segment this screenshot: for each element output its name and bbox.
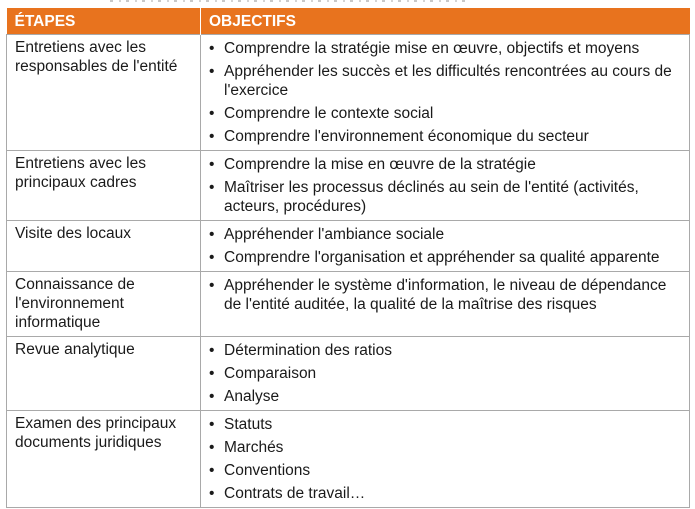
- objectives-cell: [201, 221, 690, 272]
- audit-steps-table: [6, 8, 690, 508]
- table-body: [7, 35, 690, 508]
- bullet-icon: •: [209, 485, 215, 502]
- objective-text: Appréhender les succès et les difficultés rencontrées au cours de l'exercice: [224, 63, 672, 99]
- bullet-icon: •: [209, 156, 215, 173]
- objective-text: Appréhender l'ambiance sociale: [224, 226, 445, 243]
- bullet-icon: •: [209, 63, 215, 80]
- objective-text: Détermination des ratios: [224, 342, 392, 359]
- bullet-icon: •: [209, 388, 215, 405]
- bullet-icon: •: [209, 342, 215, 359]
- table-row: [7, 35, 690, 151]
- objective-text: Analyse: [224, 388, 280, 405]
- bullet-icon: •: [209, 416, 215, 433]
- objective-text: Comprendre le contexte social: [224, 105, 434, 122]
- bullet-icon: •: [209, 179, 215, 196]
- cropped-text-fragment: [0, 0, 695, 6]
- step-cell: Examen des principaux documents juridiques: [7, 411, 201, 508]
- objective-text: Conventions: [224, 462, 311, 479]
- bullet-icon: •: [209, 40, 215, 57]
- header-objectives: OBJECTIFS: [201, 8, 690, 35]
- objective-text: Marchés: [224, 439, 284, 456]
- table-row: [7, 411, 690, 508]
- list-item: [209, 341, 683, 360]
- objective-text: Maîtriser les processus déclinés au sein de l'entité (activités, acteurs, procédures): [224, 179, 639, 215]
- objective-text: Comprendre l'organisation et appréhender sa qualité apparente: [224, 249, 660, 266]
- table-row: [7, 337, 690, 411]
- objective-text: Comprendre la mise en œuvre de la stratégie: [224, 156, 536, 173]
- list-item: [209, 62, 683, 100]
- list-item: [209, 39, 683, 58]
- objectives-list: [209, 39, 683, 146]
- bullet-icon: •: [209, 462, 215, 479]
- list-item: [209, 276, 683, 314]
- table-row: [7, 272, 690, 337]
- list-item: [209, 461, 683, 480]
- step-cell: Connaissance de l'environnement informatique: [7, 272, 201, 337]
- objectives-list: [209, 276, 683, 314]
- step-cell: Visite des locaux: [7, 221, 201, 272]
- objectives-cell: [201, 411, 690, 508]
- list-item: [209, 104, 683, 123]
- list-item: [209, 155, 683, 174]
- bullet-icon: •: [209, 226, 215, 243]
- bullet-icon: •: [209, 365, 215, 382]
- list-item: [209, 415, 683, 434]
- bullet-icon: •: [209, 277, 215, 294]
- bullet-icon: •: [209, 439, 215, 456]
- bullet-icon: •: [209, 249, 215, 266]
- objectives-list: [209, 341, 683, 406]
- list-item: [209, 438, 683, 457]
- objectives-cell: [201, 35, 690, 151]
- table-row: [7, 151, 690, 221]
- list-item: [209, 387, 683, 406]
- objectives-cell: [201, 151, 690, 221]
- step-cell: Revue analytique: [7, 337, 201, 411]
- objective-text: Contrats de travail…: [224, 485, 366, 502]
- objective-text: Comprendre l'environnement économique du secteur: [224, 128, 589, 145]
- objective-text: Appréhender le système d'information, le niveau de dépendance de l'entité auditée, la qualité de la maîtrise des risques: [224, 277, 667, 313]
- table-row: [7, 221, 690, 272]
- step-cell: Entretiens avec les principaux cadres: [7, 151, 201, 221]
- bullet-icon: •: [209, 105, 215, 122]
- objectives-list: [209, 155, 683, 216]
- step-cell: Entretiens avec les responsables de l'entité: [7, 35, 201, 151]
- objectives-cell: [201, 337, 690, 411]
- list-item: [209, 178, 683, 216]
- list-item: [209, 127, 683, 146]
- list-item: [209, 364, 683, 383]
- table-header-row: [7, 8, 690, 35]
- bullet-icon: •: [209, 128, 215, 145]
- list-item: [209, 225, 683, 244]
- list-item: [209, 248, 683, 267]
- objectives-list: [209, 415, 683, 503]
- objective-text: Comparaison: [224, 365, 317, 382]
- objective-text: Comprendre la stratégie mise en œuvre, objectifs et moyens: [224, 40, 640, 57]
- list-item: [209, 484, 683, 503]
- header-steps: ÉTAPES: [7, 8, 201, 35]
- objectives-cell: [201, 272, 690, 337]
- objectives-list: [209, 225, 683, 267]
- objective-text: Statuts: [224, 416, 273, 433]
